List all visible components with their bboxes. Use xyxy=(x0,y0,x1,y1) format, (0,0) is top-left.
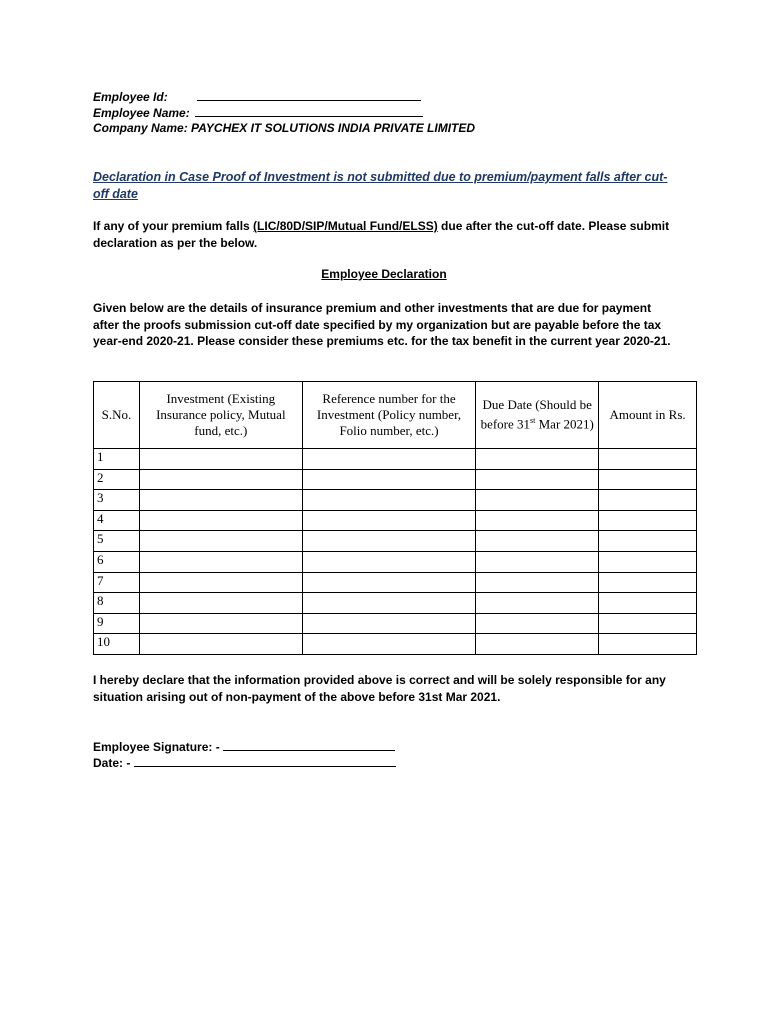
reference-cell[interactable] xyxy=(302,469,476,490)
intro-paragraph xyxy=(93,218,678,251)
reference-cell[interactable] xyxy=(302,572,476,593)
closing-statement: I hereby declare that the information provided above is correct and will be solely responsible for any situation arising out of non-payment of the above before 31st Mar 2021. xyxy=(93,673,666,704)
employee-name-label: Employee Name: xyxy=(93,106,190,120)
due-date-cell[interactable] xyxy=(476,490,599,511)
header-sno: S.No. xyxy=(94,382,140,449)
table-row xyxy=(94,469,697,490)
reference-cell[interactable] xyxy=(302,510,476,531)
employee-id-label: Employee Id: xyxy=(93,90,168,104)
table-row xyxy=(94,634,697,655)
date-label: Date: - xyxy=(93,756,131,770)
signature-label: Employee Signature: - xyxy=(93,740,220,754)
table-row xyxy=(94,551,697,572)
row-number: 10 xyxy=(94,634,140,655)
row-number: 6 xyxy=(94,551,140,572)
amount-cell[interactable] xyxy=(599,469,697,490)
due-date-cell[interactable] xyxy=(476,531,599,552)
signature-row xyxy=(93,738,395,755)
employee-declaration-heading: Employee Declaration xyxy=(321,267,447,281)
row-number: 2 xyxy=(94,469,140,490)
due-date-cell[interactable] xyxy=(476,551,599,572)
amount-cell[interactable] xyxy=(599,510,697,531)
investment-cell[interactable] xyxy=(139,531,302,552)
reference-cell[interactable] xyxy=(302,490,476,511)
row-number: 3 xyxy=(94,490,140,511)
investment-cell[interactable] xyxy=(139,634,302,655)
header-investment: Investment (Existing Insurance policy, Mutual fund, etc.) xyxy=(139,382,302,449)
reference-cell[interactable] xyxy=(302,593,476,614)
investment-cell[interactable] xyxy=(139,510,302,531)
table-row xyxy=(94,613,697,634)
employee-id-blank[interactable] xyxy=(197,88,421,101)
table-row xyxy=(94,572,697,593)
row-number: 4 xyxy=(94,510,140,531)
investment-cell[interactable] xyxy=(139,572,302,593)
reference-cell[interactable] xyxy=(302,634,476,655)
reference-cell[interactable] xyxy=(302,613,476,634)
table-row xyxy=(94,449,697,470)
header-due-date-sup: st xyxy=(530,416,536,426)
row-number: 5 xyxy=(94,531,140,552)
header-amount: Amount in Rs. xyxy=(599,382,697,449)
investment-table xyxy=(93,381,697,655)
amount-cell[interactable] xyxy=(599,613,697,634)
amount-cell[interactable] xyxy=(599,551,697,572)
investment-cell[interactable] xyxy=(139,613,302,634)
employee-id-row xyxy=(93,88,421,105)
body-paragraph: Given below are the details of insurance premium and other investments that are due for payment after the proofs submission cut-off date specified by my organization but are payable before the tax year-end 2020-21. Please consider these premiums etc. for the tax benefit in the current year 2020-21. xyxy=(93,301,671,348)
header-due-date-text: Due Date (Should be before 31 xyxy=(480,397,592,432)
investment-cell[interactable] xyxy=(139,490,302,511)
amount-cell[interactable] xyxy=(599,593,697,614)
due-date-cell[interactable] xyxy=(476,449,599,470)
due-date-cell[interactable] xyxy=(476,469,599,490)
table-row xyxy=(94,490,697,511)
due-date-cell[interactable] xyxy=(476,572,599,593)
header-reference: Reference number for the Investment (Policy number, Folio number, etc.) xyxy=(302,382,476,449)
due-date-cell[interactable] xyxy=(476,593,599,614)
reference-cell[interactable] xyxy=(302,449,476,470)
amount-cell[interactable] xyxy=(599,449,697,470)
table-row xyxy=(94,593,697,614)
intro-text-before: If any of your premium falls xyxy=(93,219,254,233)
due-date-cell[interactable] xyxy=(476,613,599,634)
date-blank[interactable] xyxy=(134,754,396,767)
signature-blank[interactable] xyxy=(223,738,395,751)
reference-cell[interactable] xyxy=(302,531,476,552)
header-due-date-end: Mar 2021) xyxy=(535,416,594,432)
company-name-label: Company Name: PAYCHEX IT SOLUTIONS INDIA PRIVATE LIMITED xyxy=(93,121,476,135)
amount-cell[interactable] xyxy=(599,572,697,593)
header-due-date xyxy=(476,382,599,449)
row-number: 7 xyxy=(94,572,140,593)
intro-text-after: due after the cut-off date. Please submit declaration as per the below. xyxy=(93,219,670,250)
employee-name-row xyxy=(93,104,423,121)
employee-name-blank[interactable] xyxy=(195,104,423,117)
amount-cell[interactable] xyxy=(599,634,697,655)
row-number: 8 xyxy=(94,593,140,614)
declaration-title: Declaration in Case Proof of Investment is not submitted due to premium/payment falls after cut-off date xyxy=(93,170,668,201)
due-date-cell[interactable] xyxy=(476,510,599,531)
row-number: 1 xyxy=(94,449,140,470)
amount-cell[interactable] xyxy=(599,490,697,511)
investment-cell[interactable] xyxy=(139,449,302,470)
investment-cell[interactable] xyxy=(139,469,302,490)
row-number: 9 xyxy=(94,613,140,634)
reference-cell[interactable] xyxy=(302,551,476,572)
table-row xyxy=(94,510,697,531)
amount-cell[interactable] xyxy=(599,531,697,552)
investment-cell[interactable] xyxy=(139,551,302,572)
intro-text-underlined: (LIC/80D/SIP/Mutual Fund/ELSS) xyxy=(253,219,438,233)
investment-cell[interactable] xyxy=(139,593,302,614)
date-row xyxy=(93,754,396,771)
table-header-row xyxy=(94,382,697,449)
due-date-cell[interactable] xyxy=(476,634,599,655)
company-name-row xyxy=(93,120,475,136)
table-row xyxy=(94,531,697,552)
